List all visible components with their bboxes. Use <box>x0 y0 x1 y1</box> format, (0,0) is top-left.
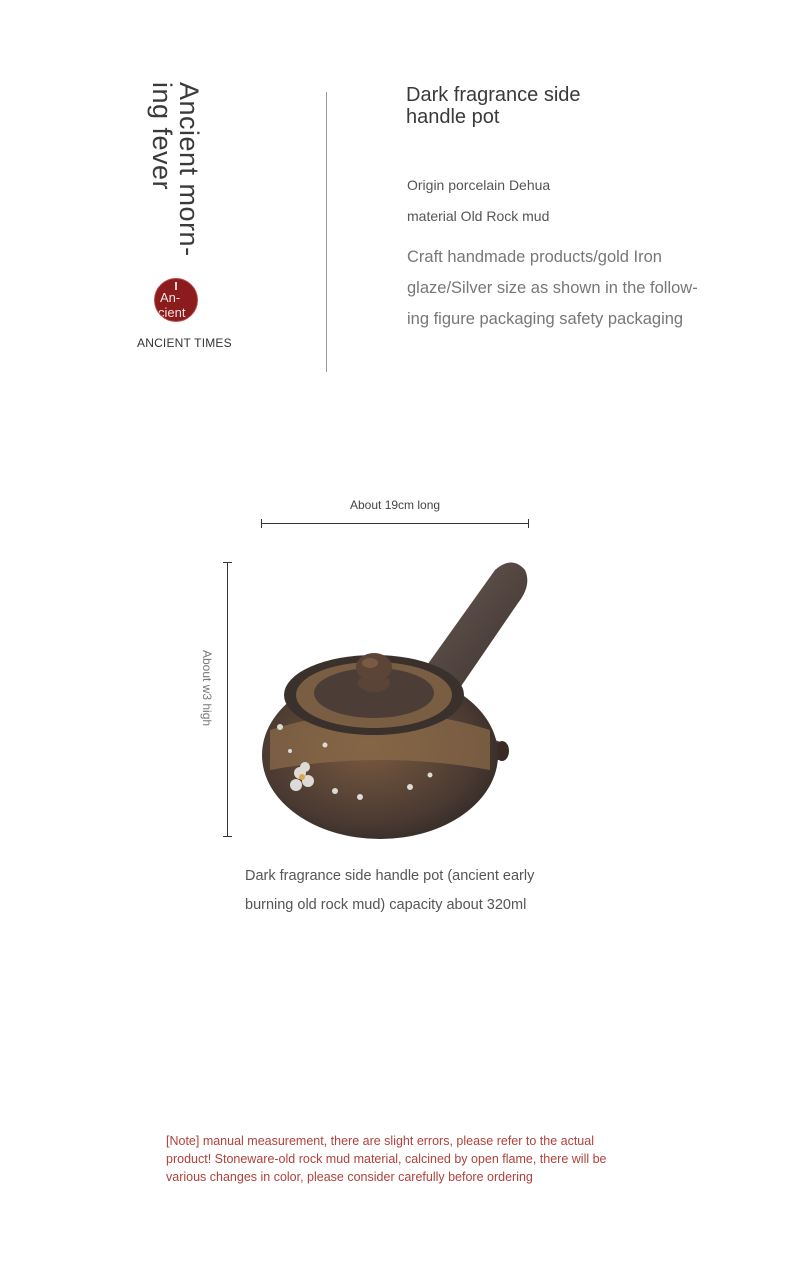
product-origin: Origin porcelain Dehua <box>407 177 551 193</box>
seal-mark <box>175 282 177 290</box>
brand-english-name: ANCIENT TIMES <box>137 336 232 350</box>
length-dimension-line <box>261 523 529 524</box>
seal-text-line-2: cient <box>158 305 186 320</box>
brand-seal-logo <box>154 278 198 322</box>
product-title: Dark fragrance side handle pot <box>406 84 581 128</box>
seal-text-line-1: An- <box>160 290 181 305</box>
product-material: material Old Rock mud <box>407 208 550 224</box>
brand-title-line-2: ing fever <box>147 82 177 191</box>
vertical-divider <box>326 92 327 372</box>
length-line-cap-right <box>528 519 529 528</box>
height-label: About w3 high <box>200 650 214 727</box>
brand-title-line-1: Ancient morn- <box>174 82 204 257</box>
teapot-icon <box>250 555 550 845</box>
height-line-cap-top <box>223 562 232 563</box>
height-dimension-line <box>227 562 228 836</box>
product-caption: Dark fragrance side handle pot (ancient early burning old rock mud) capacity about 320ml <box>245 868 535 913</box>
brand-vertical-title <box>147 82 210 262</box>
disclaimer-note: [Note] manual measurement, there are slight errors, please refer to the actual product! Stoneware-old rock mud material, calcined by open flame, there will be various changes in color, please consider carefully before ordering <box>166 1134 607 1184</box>
length-label: About 19cm long <box>350 498 441 512</box>
teapot-image <box>250 555 550 845</box>
height-line-cap-bottom <box>223 836 232 837</box>
length-line-cap-left <box>261 519 262 528</box>
product-craft-description: Craft handmade products/gold Iron glaze/Silver size as shown in the follow-ing figure packaging safety packaging <box>407 248 698 328</box>
